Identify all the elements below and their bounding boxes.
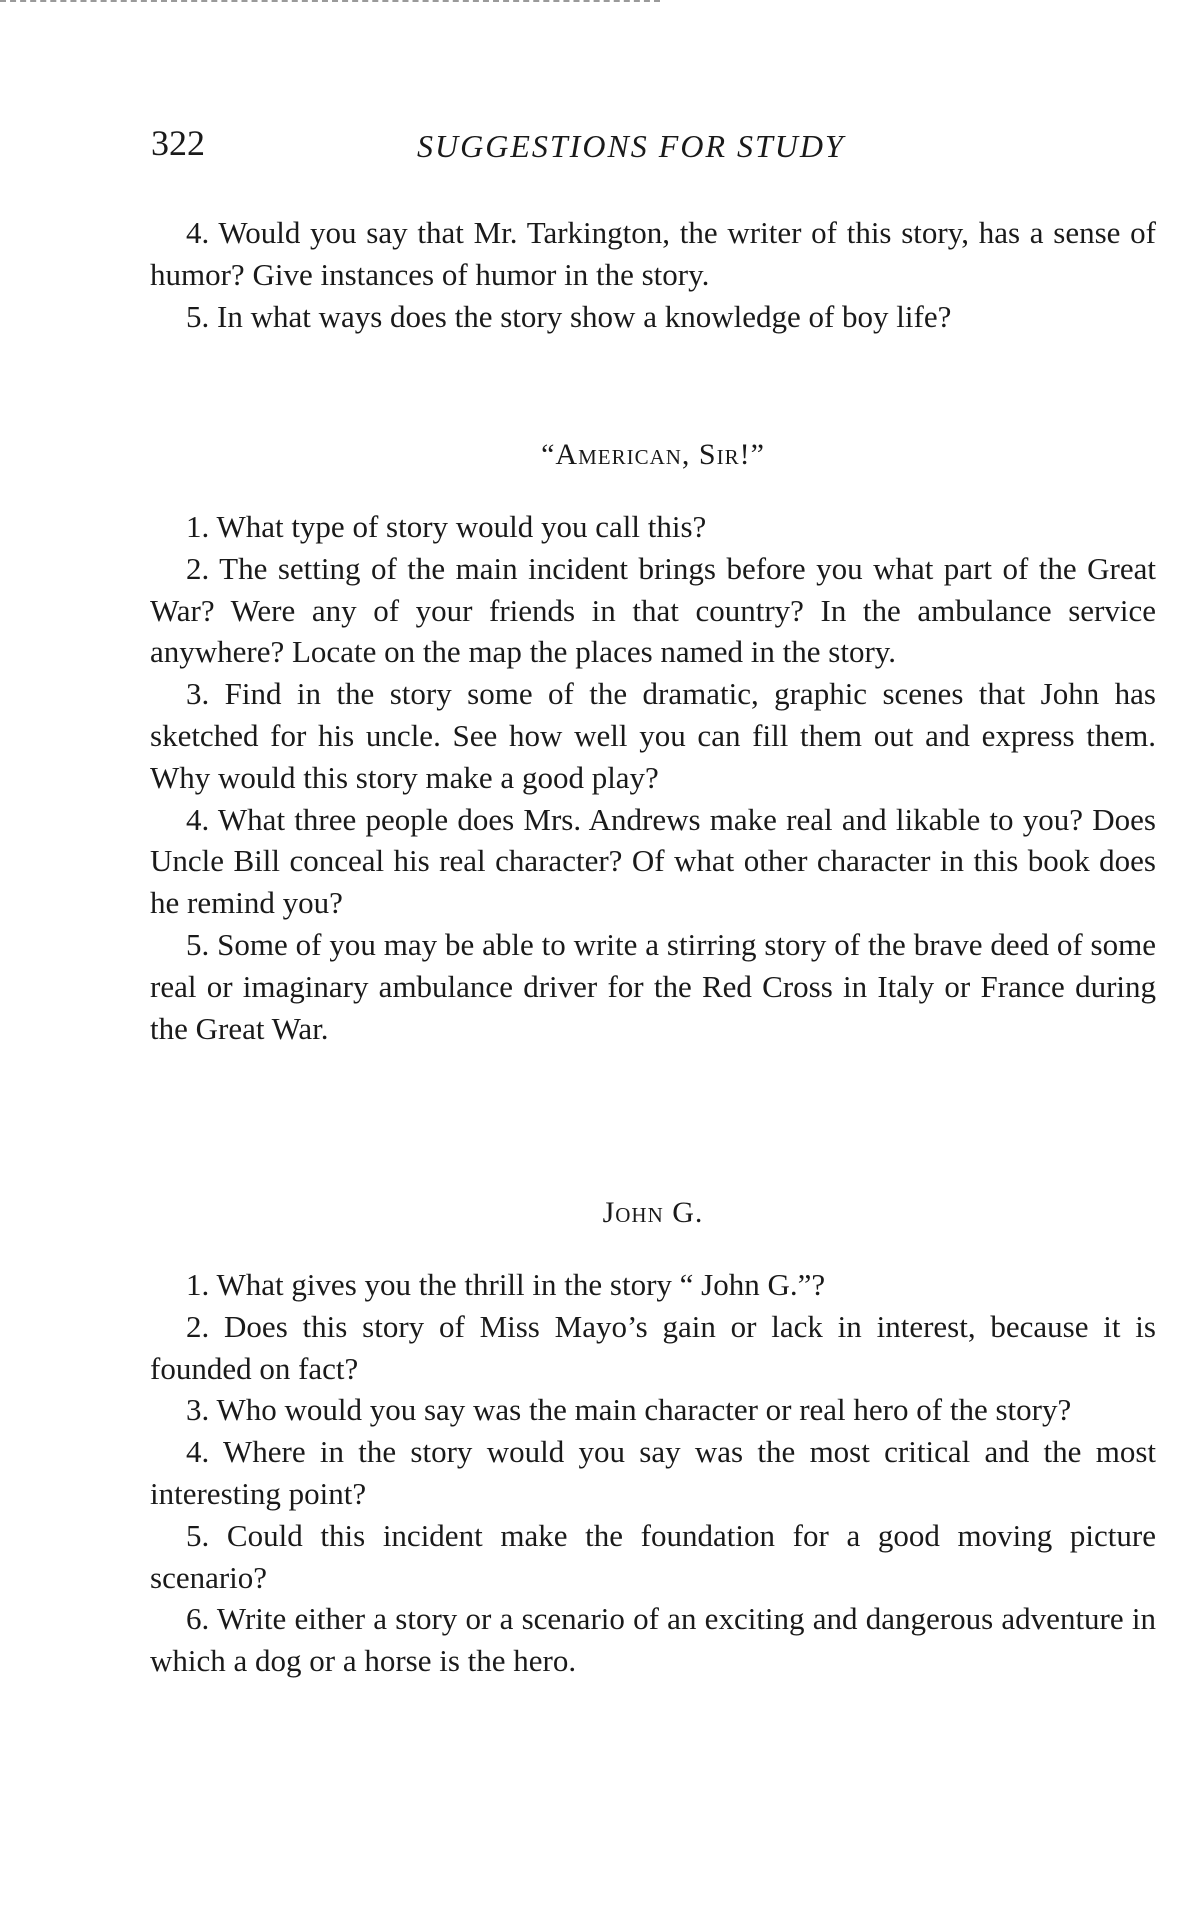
question-item: 5. In what ways does the story show a knowledge of boy life? [186,298,952,334]
page-header [151,122,1151,172]
question-item: 1. What gives you the thrill in the story “ John G.”? [186,1267,826,1302]
question-item: 6. Write either a story or a scenario of an exciting and dangerous adventure in which a dog or a horse is the hero. [150,1601,1156,1679]
section-questions-john-g [150,1264,1156,1682]
question-item: 2. Does this story of Miss Mayo’s gain or lack in interest, because it is founded on fact? [150,1308,1156,1386]
section-questions-american-sir [150,506,1156,1049]
page-edge-line [0,0,660,5]
page-number: 322 [151,123,205,163]
question-item: 4. What three people does Mrs. Andrews make real and likable to you? Does Uncle Bill conceal his real character? Of what other character in this book does he remind you? [150,801,1156,921]
section-questions-tarkington [150,212,1156,337]
question-item: 3. Who would you say was the main character or real hero of the story? [186,1392,1072,1428]
section-title-john-g: John G. [602,1196,704,1229]
question-item: 1. What type of story would you call this? [186,509,707,544]
question-item: 5. Some of you may be able to write a stirring story of the brave deed of some real or imaginary ambulance driver for the Red Cross in Italy or France during the Great War. [150,926,1156,1046]
question-item: 4. Where in the story would you say was the most critical and the most interesting point? [150,1434,1156,1511]
section-title-american-sir: “American, Sir!” [541,438,765,471]
running-title: SUGGESTIONS FOR STUDY [417,128,845,164]
question-item: 3. Find in the story some of the dramatic, graphic scenes that John has sketched for his uncle. See how well you can fill them out and express them. Why would this story make a good play? [150,676,1156,795]
question-item: 2. The setting of the main incident brings before you what part of the Great War? Were any of your friends in that country? In the ambulance service anywhere? Locate on the map the places named in the story. [150,550,1156,670]
question-item: 5. Could this incident make the foundation for a good moving picture scenario? [150,1517,1156,1595]
question-item: 4. Would you say that Mr. Tarkington, the writer of this story, has a sense of humor? Give instances of humor in the story. [150,215,1156,292]
